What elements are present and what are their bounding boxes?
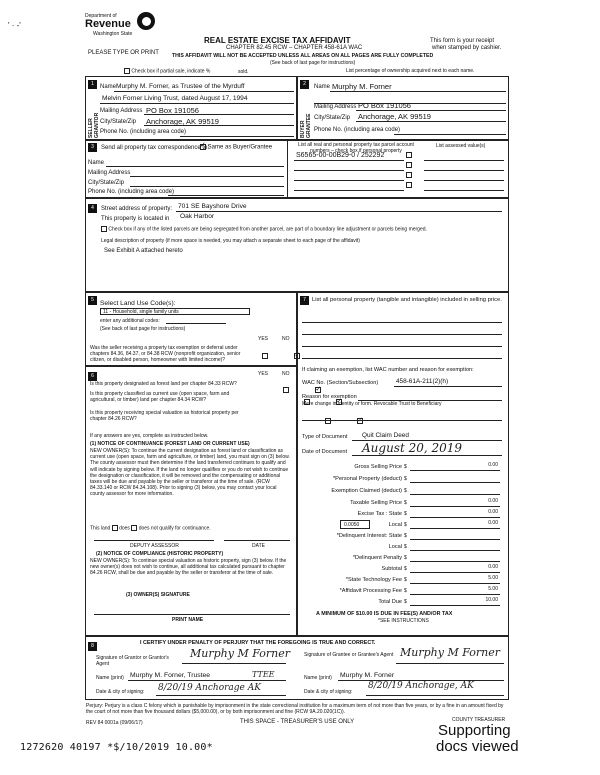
fee-label-gross: Gross Selling Price	[354, 464, 402, 470]
county-treasurer: COUNTY TREASURER	[452, 717, 506, 723]
section-5-badge: 5	[88, 296, 97, 305]
notice2-text: NEW OWNER(S): To continue special valuation as historic property, sign (3) below. If the new owner(s) does not wish to continue, all additional tax calculated pursuant to chapter 84.26 RCW, shall be due and payable by the seller or transferor at the time of sale.	[90, 558, 287, 577]
personal-prop-checkbox-4[interactable]	[406, 182, 412, 188]
grantee-date-label: Date & city of signing:	[304, 689, 353, 695]
fee-value-taxable[interactable]: 0.00	[488, 498, 498, 504]
deputy-assessor: DEPUTY ASSESSOR	[130, 543, 179, 549]
land-use-label: Select Land Use Code(s):	[100, 300, 176, 307]
reason-value[interactable]: Mere change in identity or form. Revocable Trust to Beneficiary	[302, 401, 442, 407]
qualify-label: qualify for continuance.	[159, 525, 211, 532]
buyer-city-label: City/State/Zip	[314, 115, 351, 121]
grantor-date[interactable]: 8/20/19 Anchorage AK	[158, 683, 261, 693]
partial-sale-row	[124, 68, 210, 74]
section-7-badge: 7	[300, 296, 309, 305]
fee-dollar: $	[404, 588, 407, 594]
partial-sale-label: Check box if partial sale, indicate %	[131, 68, 211, 75]
does-checkbox[interactable]	[112, 525, 118, 531]
partial-sale-checkbox[interactable]	[124, 68, 130, 74]
land-use-select[interactable]	[100, 308, 250, 315]
grantor-ttee: TTEE	[252, 670, 275, 679]
local-rate-box[interactable]	[340, 520, 370, 529]
grantor-signature[interactable]: Murphy M Forner	[190, 647, 290, 660]
does-not-label: does not	[138, 525, 158, 532]
personal-prop-checkbox-2[interactable]	[406, 162, 412, 168]
fee-value-gross[interactable]: 0.00	[488, 462, 498, 468]
seller-phone-label: Phone No. (including area code)	[100, 129, 187, 135]
street-label: Street address of property:	[101, 206, 173, 212]
fee-label-processing: *Affidavit Processing Fee	[339, 588, 402, 594]
grantee-date[interactable]: 8/20/19 Anchorage, AK	[368, 681, 474, 691]
fee-dollar: $	[404, 488, 407, 494]
grantor-date-label: Date & city of signing:	[96, 689, 145, 695]
warning: THIS AFFIDAVIT WILL NOT BE ACCEPTED UNLESS ALL AREAS ON ALL PAGES ARE FULLY COMPLETED	[172, 53, 434, 59]
dept-line3: Washington State	[93, 31, 133, 37]
grantee-name-label: Name (print)	[304, 675, 332, 681]
segregated-row	[101, 226, 427, 232]
grantee-signature[interactable]: Murphy M Forner	[400, 646, 500, 659]
section-2-badge: 2	[300, 80, 309, 89]
chapter: CHAPTER 82.45 RCW – CHAPTER 458-61A WAC	[226, 45, 363, 51]
grantor-sig-label: Signature of Grantor or Grantor's Agent	[96, 655, 169, 667]
rev-number: REV 84 0001a (09/06/17)	[86, 720, 143, 726]
located-in[interactable]: Oak Harbor	[180, 213, 215, 220]
s6-q3: Is this property receiving special valuation as historical property per chapter 84.26 RCW?	[90, 410, 239, 422]
instructions-note: (See back of last page for instructions)	[270, 60, 356, 66]
fee-value-subtotal[interactable]: 0.00	[488, 564, 498, 570]
seller-city-label: City/State/Zip	[100, 119, 137, 125]
same-as-buyer	[200, 144, 272, 152]
s6-q1-yes[interactable]	[283, 387, 289, 393]
section-1-badge: 1	[88, 80, 97, 89]
located-label: This property is located in	[101, 216, 170, 222]
this-land-row	[90, 525, 211, 531]
fee-value-state[interactable]: 0.00	[488, 509, 498, 515]
fee-label-exemption: Exemption Claimed (deduct)	[331, 488, 402, 494]
deputy-date: DATE	[252, 543, 265, 549]
treasurer-use: THIS SPACE - TREASURER'S USE ONLY	[240, 719, 355, 725]
wac-label: WAC No. (Section/Subsection)	[302, 380, 379, 386]
sold-label: sold.	[238, 69, 249, 75]
fee-dollar: $	[404, 522, 407, 528]
fee-value-local[interactable]: 0.00	[488, 520, 498, 526]
s6-yes: YES	[258, 371, 269, 377]
section-6-box	[85, 366, 297, 636]
s6-if-yes: If any answers are yes, complete as instructed below.	[90, 433, 209, 439]
form-title: REAL ESTATE EXCISE TAX AFFIDAVIT	[204, 36, 351, 45]
doc-date-label: Date of Document	[302, 449, 348, 455]
buyer-phone-label: Phone No. (including area code)	[314, 127, 401, 133]
segregated-checkbox[interactable]	[101, 226, 107, 232]
doc-date[interactable]: August 20, 2019	[362, 441, 463, 455]
fee-label-delinquent-local: Local	[388, 544, 402, 550]
min-fee: A MINIMUM OF $10.00 IS DUE IN FEE(S) AND/OR TAX	[316, 611, 453, 617]
s5-yes-checkbox[interactable]	[262, 353, 268, 359]
doc-type[interactable]: Quit Claim Deed	[362, 432, 409, 439]
fee-label-delinquent-state: *Delinquent Interest: State	[336, 533, 402, 539]
fee-dollar: $	[404, 500, 407, 506]
s3-phone-label: Phone No. (including area code)	[88, 189, 175, 195]
fee-dollar: $	[404, 599, 407, 605]
fee-dollar: $	[404, 476, 407, 482]
section-6-badge: 6	[88, 372, 97, 381]
buyer-side-label: BUYER GRANTEE	[300, 113, 312, 138]
personal-prop-checkbox-3[interactable]	[406, 172, 412, 178]
revenue-logo	[85, 12, 165, 44]
exemption-claim: If claiming an exemption, list WAC number and reason for exemption:	[302, 367, 474, 373]
section-4-badge: 4	[88, 204, 97, 213]
fee-dollar: $	[404, 544, 407, 550]
grantor-name-label: Name (print)	[96, 675, 124, 681]
doc-type-label: Type of Document	[302, 434, 348, 440]
fee-value-total[interactable]: 10.00	[485, 597, 498, 603]
fee-dollar: $	[404, 464, 407, 470]
stamp-supporting: Supporting	[438, 722, 511, 739]
this-land-label: This land	[90, 525, 111, 532]
fee-value-processing[interactable]: 5.00	[488, 586, 498, 592]
corner-mark: ' · -'	[8, 21, 21, 30]
buyer-name-label: Name	[314, 84, 331, 90]
notice2-title: (2) NOTICE OF COMPLIANCE (HISTORIC PROPERTY)	[96, 551, 224, 557]
fee-dollar: $	[404, 533, 407, 539]
land-use-value: 11 - Household, single family units	[103, 309, 179, 315]
fee-dollar: $	[404, 555, 407, 561]
s6-q2: Is this property classified as current use (open space, farm and agricultural, or timber) land per chapter 84.34 RCW?	[90, 391, 230, 403]
segregated-label: Check box if any of the listed parcels are being segregated from another parcel, are part of a boundary line adjustment or parcels being merged.	[108, 226, 427, 233]
see-instructions: *SEE INSTRUCTIONS	[378, 618, 429, 624]
receipt-note2: when stamped by cashier.	[432, 45, 502, 51]
grantor-name[interactable]: Murphy M. Forner, Trustee	[130, 672, 211, 679]
s5-yes: YES	[258, 336, 269, 342]
fee-dollar: $	[404, 511, 407, 517]
s5-no: NO	[282, 336, 290, 342]
s5-exemption-question: Was the seller receiving a property tax exemption or deferral under chapters 84.36, 84.37, or 84.38 RCW (nonprofit organization, senior citizen, or disabled person, homeowner with limited income)?	[90, 345, 241, 363]
buyer-city[interactable]: Anchorage, AK 99519	[358, 112, 431, 121]
revenue-logo-icon-inner	[142, 17, 151, 26]
s3-mailing-label: Mailing Address	[88, 170, 131, 176]
print-name: PRINT NAME	[172, 617, 204, 623]
fee-label-local: Local	[388, 522, 402, 528]
assessed-header: List assessed value(s)	[436, 143, 486, 149]
certify: I CERTIFY UNDER PENALTY OF PERJURY THAT THE FOREGOING IS TRUE AND CORRECT.	[140, 640, 376, 646]
perjury-notice: Perjury: Perjury is a class C felony which is punishable by imprisonment in the state correctional institution for a maximum term of not more than five years, or by a fine in an amount fixed by the court of not more than five thousand dollars ($5,000.00), or by both imprisonment and fine (RCW 9A.20.020(1C)).	[86, 703, 504, 715]
personal-prop-checkbox-1[interactable]	[406, 152, 412, 158]
fee-label-penalty: *Delinquent Penalty	[352, 555, 402, 561]
print-note: PLEASE TYPE OR PRINT	[88, 50, 159, 56]
reason-label: Reason for exemption	[302, 394, 357, 400]
land-use-see-back: (See back of last page for instructions)	[100, 326, 186, 332]
seller-name2[interactable]: Melvin Forner Living Trust, dated August 17, 1994	[102, 95, 248, 102]
section-8-badge: 8	[88, 642, 97, 651]
grantee-sig-label: Signature of Grantee or Grantee's Agent	[304, 652, 394, 658]
notice1-title: (1) NOTICE OF CONTINUANCE (FOREST LAND OR CURRENT USE)	[90, 441, 250, 447]
notice1-text: NEW OWNER(S): To continue the current designation as forest land or classification as current use (open space, farm and agriculture, or timber) land, you must sign on (3) below. The county assessor must then determine if the land transferred continues to qualify and will indicate by signing below. If the land no longer qualifies or you do not wish to continue the designation or classification, it will be removed and the compensating or additional taxes will be due and payable by the seller or transferor at the time of sale. (RCW 84.33.140 or RCW 84.34.108). Prior to signing (3) below, you may contact your local county assessor for more information.	[90, 448, 290, 498]
s6-q1: Is this property designated as forest land per chapter 84.33 RCW?	[90, 381, 237, 387]
seller-name-label: Name	[100, 84, 117, 90]
personal-property: List all personal property (tangible and intangible) included in selling price.	[312, 297, 502, 303]
dept-line2: Revenue	[85, 18, 131, 30]
buyer-name[interactable]: Murphy M. Forner	[332, 82, 392, 91]
seller-side-label: SELLER GRANTOR	[88, 112, 100, 138]
seller-city[interactable]: Anchorage, AK 99519	[146, 117, 219, 126]
fee-label-state: Excise Tax : State	[357, 511, 402, 517]
seller-name1[interactable]: Murphy M. Forner, as Trustee of the Myrduff	[116, 83, 245, 90]
stamp-docs-viewed: docs viewed	[436, 738, 519, 755]
owner-signature: (3) OWNER(S) SIGNATURE	[126, 592, 190, 598]
fee-label-technology: *State Technology Fee	[345, 577, 402, 583]
fee-dollar: $	[404, 566, 407, 572]
local-rate: 0.0050	[344, 522, 360, 528]
same-as-buyer-checkbox[interactable]	[200, 144, 206, 150]
fee-label-taxable: Taxable Selling Price	[350, 500, 402, 506]
fee-dollar: $	[404, 577, 407, 583]
dept-line1: Department of	[85, 13, 117, 19]
s3-name-label: Name	[88, 160, 105, 166]
same-as-buyer-label: Same as Buyer/Grantee	[207, 144, 273, 151]
seller-mailing[interactable]: PO Box 191056	[146, 106, 199, 115]
fee-label-total: Total Due	[378, 599, 402, 605]
s3-city-label: City/State/Zip	[88, 180, 125, 186]
does-label: does	[119, 525, 130, 532]
ownership-note: List percentage of ownership acquired next to each name.	[346, 68, 475, 74]
receipt-note: This form is your receipt	[430, 38, 495, 44]
s6-no: NO	[282, 371, 290, 377]
parcel-number[interactable]: S6565-00-00B29-0 / 252292	[296, 152, 385, 159]
fee-label-personal: *Personal Property (deduct)	[332, 476, 402, 482]
legal-label: Legal description of property (if more space is needed, you may attach a separate sheet to each page of the affidavit)	[101, 238, 360, 244]
wac-number[interactable]: 458-61A-211(2)(h)	[396, 378, 449, 385]
grantee-name[interactable]: Murphy M. Forner	[340, 672, 395, 679]
parcel-header: List all real and personal property tax parcel account numbers – check box if personal property	[298, 142, 414, 154]
fee-label-subtotal: Subtotal	[381, 566, 402, 572]
send-label: Send all property tax correspondence to:	[101, 145, 210, 151]
recording-stamp: 1272620 40197 *$/10/2019 10.00*	[20, 742, 213, 753]
street-address[interactable]: 701 SE Bayshore Drive	[178, 203, 247, 210]
legal-description[interactable]: See Exhibit A attached hereto	[104, 248, 183, 254]
seller-mailing-label: Mailing Address	[100, 108, 143, 114]
buyer-mailing-label: Mailing Address	[314, 104, 357, 110]
section-3-badge: 3	[88, 143, 97, 152]
does-not-checkbox[interactable]	[131, 525, 137, 531]
buyer-mailing[interactable]: PO Box 191056	[358, 101, 411, 110]
fee-value-technology[interactable]: 5.00	[488, 575, 498, 581]
additional-codes: enter any additional codes:	[100, 318, 160, 324]
